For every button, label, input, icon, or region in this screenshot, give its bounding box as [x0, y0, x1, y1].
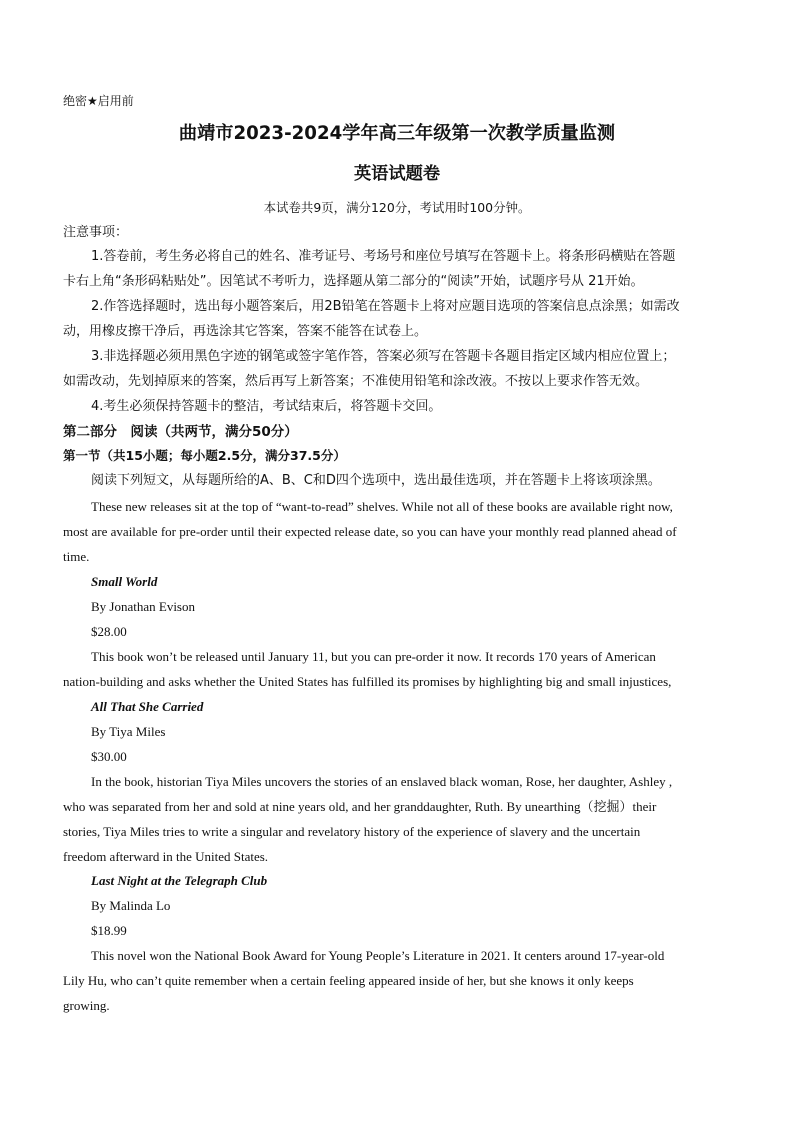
- note-3-line-1: 3.非选择题必须用黑色字迹的钢笔或签字笔作答，答案必须写在答题卡各题目指定区域内相应位置上；: [91, 349, 676, 364]
- note-1-line-1: 1.答卷前，考生务必将自己的姓名、准考证号、考场号和座位号填写在答题卡上。将条形码横贴在答题: [91, 249, 676, 264]
- reading-instruction: 阅读下列短文，从每题所给的A、B、C和D四个选项中，选出最佳选项，并在答题卡上将该项涂黑。: [91, 473, 661, 488]
- book-2-title: All That She Carried: [91, 699, 204, 714]
- book-2-desc-line-4: freedom afterward in the United States.: [63, 849, 269, 864]
- book-1-desc-line-2: nation-building and asks whether the United States has fulfilled its promises by highlighting big and small injustices,: [63, 674, 672, 689]
- intro-line-3: time.: [63, 549, 90, 564]
- book-3-desc-line-3: growing.: [63, 998, 110, 1013]
- intro-line-2: most are available for pre-order until their expected release date, so you can have your monthly read planned ahead of: [63, 524, 677, 539]
- notes-heading: 注意事项：: [63, 225, 129, 240]
- book-3-price: $18.99: [91, 923, 127, 938]
- book-2-author: By Tiya Miles: [91, 724, 166, 739]
- book-1-price: $28.00: [91, 624, 127, 639]
- book-2-desc-line-1: In the book, historian Tiya Miles uncovers the stories of an enslaved black woman, Rose, her daughter, Ashley ,: [91, 774, 673, 789]
- part2-heading: 第二部分 阅读（共两节，满分50分）: [63, 424, 298, 440]
- intro-line-1: These new releases sit at the top of “want-to-read” shelves. While not all of these books are available right now,: [91, 499, 673, 514]
- book-2-price: $30.00: [91, 749, 127, 764]
- book-1-desc-line-1: This book won’t be released until January 11, but you can pre-order it now. It records 170 years of American: [91, 649, 656, 664]
- exam-title: 曲靖市2023-2024学年高三年级第一次教学质量监测: [178, 123, 616, 144]
- book-3-desc-line-1: This novel won the National Book Award for Young People’s Literature in 2021. It centers around 17-year-old: [91, 948, 665, 963]
- note-2-line-2: 动，用橡皮擦干净后，再选涂其它答案，答案不能答在试卷上。: [63, 324, 428, 339]
- book-2-desc-line-3: stories, Tiya Miles tries to write a singular and revelatory history of the experience of slavery and the uncertain: [63, 824, 641, 839]
- note-4: 4.考生必须保持答题卡的整洁，考试结束后，将答题卡交回。: [91, 399, 442, 414]
- book-1-author: By Jonathan Evison: [91, 599, 195, 614]
- book-3-desc-line-2: Lily Hu, who can’t quite remember when a certain feeling appeared inside of her, but she knows it only keeps: [63, 973, 634, 988]
- book-1-title: Small World: [91, 574, 158, 589]
- section1-heading: 第一节（共15小题；每小题2.5分，满分37.5分）: [63, 448, 346, 463]
- book-3-title: Last Night at the Telegraph Club: [91, 873, 268, 888]
- book-3-author: By Malinda Lo: [91, 898, 171, 913]
- note-2-line-1: 2.作答选择题时，选出每小题答案后，用2B铅笔在答题卡上将对应题目选项的答案信息点涂黑；如需改: [91, 299, 680, 314]
- secret-label: 绝密★启用前: [63, 94, 134, 108]
- book-2-desc-line-2: who was separated from her and sold at nine years old, and her granddaughter, Ruth. By unearthing（挖掘）their: [63, 799, 657, 814]
- note-3-line-2: 如需改动，先划掉原来的答案，然后再写上新答案；不准使用铅笔和涂改液。不按以上要求作答无效。: [63, 374, 649, 389]
- exam-subtitle: 英语试题卷: [353, 164, 441, 184]
- exam-info: 本试卷共9页，满分120分，考试用时100分钟。: [263, 200, 531, 215]
- note-1-line-2: 卡右上角“条形码粘贴处”。因笔试不考听力，选择题从第二部分的“阅读”开始，试题序号从 21开始。: [63, 274, 644, 289]
